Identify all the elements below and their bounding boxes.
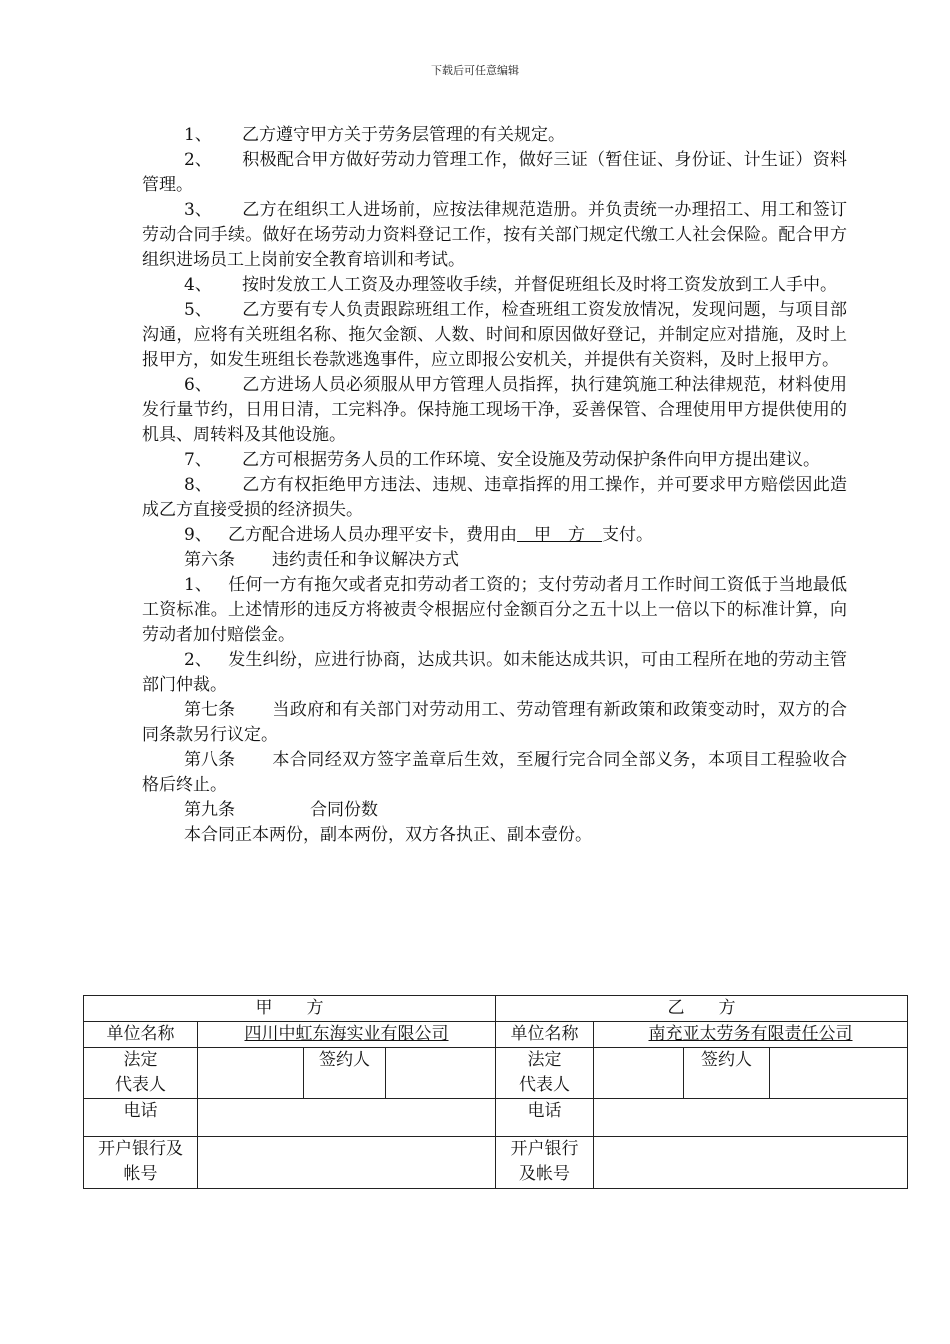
clause-number: 6、 [184, 375, 212, 395]
phone-field [198, 1099, 496, 1137]
clause-number: 8、 [184, 475, 212, 495]
party-b-company: 南充亚太劳务有限责任公司 [594, 1022, 908, 1048]
clause-text: 乙方遵守甲方关于劳务层管理的有关规定。 [242, 125, 565, 145]
clause-text: 乙方在组织工人进场前，应按法律规范造册。并负责统一办理招工、用工和签订劳动合同手续。做好在场劳动力资料登记工作，按有关部门规定代缴工人社会保险。配合甲方组织进场员工上岗前安全教育培训和考试。 [142, 200, 847, 270]
clause-text: 乙方配合进场人员办理平安卡，费用由 [228, 525, 517, 545]
party-b-header: 乙 方 [496, 996, 908, 1022]
article-6-clause-2 [142, 648, 847, 698]
signer-label: 签约人 [684, 1048, 770, 1099]
clause-9 [142, 523, 847, 548]
contract-body [142, 123, 847, 848]
unit-name-label: 单位名称 [496, 1022, 594, 1048]
clause-text: 按时发放工人工资及办理签收手续，并督促班组长及时将工资发放到工人手中。 [242, 275, 837, 295]
bank-account-field [198, 1137, 496, 1189]
copies-text: 本合同正本两份，副本两份，双方各执正、副本壹份。 [184, 825, 592, 845]
clause-4 [142, 273, 847, 298]
clause-number: 7、 [184, 450, 212, 470]
party-a-header: 甲 方 [84, 996, 496, 1022]
unit-name-label: 单位名称 [84, 1022, 198, 1048]
phone-label: 电话 [496, 1099, 594, 1137]
legal-rep-field [198, 1048, 304, 1099]
clause-number: 2、 [184, 150, 212, 170]
signer-field [770, 1048, 908, 1099]
article-6-heading [142, 548, 847, 573]
clause-7 [142, 448, 847, 473]
clause-5 [142, 298, 847, 373]
article-text: 本合同经双方签字盖章后生效，至履行完合同全部义务，本项目工程验收合格后终止。 [142, 750, 847, 795]
article-title: 违约责任和争议解决方式 [272, 550, 459, 570]
article-text: 当政府和有关部门对劳动用工、劳动管理有新政策和政策变动时，双方的合同条款另行议定。 [142, 700, 847, 745]
bank-account-label: 开户银行 及帐号 [496, 1137, 594, 1189]
party-a-company: 四川中虹东海实业有限公司 [198, 1022, 496, 1048]
phone-field [594, 1099, 908, 1137]
legal-rep-field [594, 1048, 684, 1099]
clause-3 [142, 198, 847, 273]
article-label: 第九条 [184, 800, 235, 820]
bank-account-field [594, 1137, 908, 1189]
clause-text: 乙方可根据劳务人员的工作环境、安全设施及劳动保护条件向甲方提出建议。 [242, 450, 820, 470]
clause-number: 9、 [184, 525, 212, 545]
clause-number: 2、 [184, 650, 212, 670]
article-title: 合同份数 [310, 800, 378, 820]
article-8 [142, 748, 847, 798]
article-label: 第七条 [184, 700, 235, 720]
clause-text: 乙方有权拒绝甲方违法、违规、违章指挥的用工操作，并可要求甲方赔偿因此造成乙方直接受损的经济损失。 [142, 475, 847, 520]
clause-text: 任何一方有拖欠或者克扣劳动者工资的；支付劳动者月工作时间工资低于当地最低工资标准。上述情形的违反方将被责令根据应付金额百分之五十以上一倍以下的标准计算，向劳动者加付赔偿金。 [142, 575, 847, 645]
bank-account-label: 开户银行及 帐号 [84, 1137, 198, 1189]
article-9-heading [142, 798, 847, 823]
clause-number: 1、 [184, 575, 212, 595]
signer-label: 签约人 [304, 1048, 386, 1099]
clause-text: 乙方要有专人负责跟踪班组工作，检查班组工资发放情况，发现问题，与项目部沟通，应将有关班组名称、拖欠金额、人数、时间和原因做好登记，并制定应对措施，及时上报甲方，如发生班组长卷款逃逸事件，应立即报公安机关，并提供有关资料，及时上报甲方。 [142, 300, 847, 370]
article-6-clause-1 [142, 573, 847, 648]
clause-6 [142, 373, 847, 448]
clause-8 [142, 473, 847, 523]
article-label: 第六条 [184, 550, 235, 570]
signer-field [386, 1048, 496, 1099]
clause-number: 3、 [184, 200, 212, 220]
legal-rep-label: 法定 代表人 [496, 1048, 594, 1099]
clause-text: 积极配合甲方做好劳动力管理工作，做好三证（暂住证、身份证、计生证）资料管理。 [142, 150, 847, 195]
clause-number: 5、 [184, 300, 212, 320]
clause-text-end: 支付。 [602, 525, 653, 545]
legal-rep-label: 法定 代表人 [84, 1048, 198, 1099]
article-7 [142, 698, 847, 748]
signature-table [83, 995, 908, 1189]
clause-number: 1、 [184, 125, 212, 145]
phone-label: 电话 [84, 1099, 198, 1137]
article-label: 第八条 [184, 750, 235, 770]
page-header: 下载后可任意编辑 [431, 64, 519, 77]
clause-number: 4、 [184, 275, 212, 295]
clause-text: 发生纠纷，应进行协商，达成共识。如未能达成共识，可由工程所在地的劳动主管部门仲裁。 [142, 650, 847, 695]
payer-field: 甲 方 [517, 525, 602, 545]
clause-1 [142, 123, 847, 148]
clause-2 [142, 148, 847, 198]
clause-text: 乙方进场人员必须服从甲方管理人员指挥，执行建筑施工种法律规范，材料使用发行量节约，日用日清，工完料净。保持施工现场干净，妥善保管、合理使用甲方提供使用的机具、周转料及其他设施。 [142, 375, 847, 445]
